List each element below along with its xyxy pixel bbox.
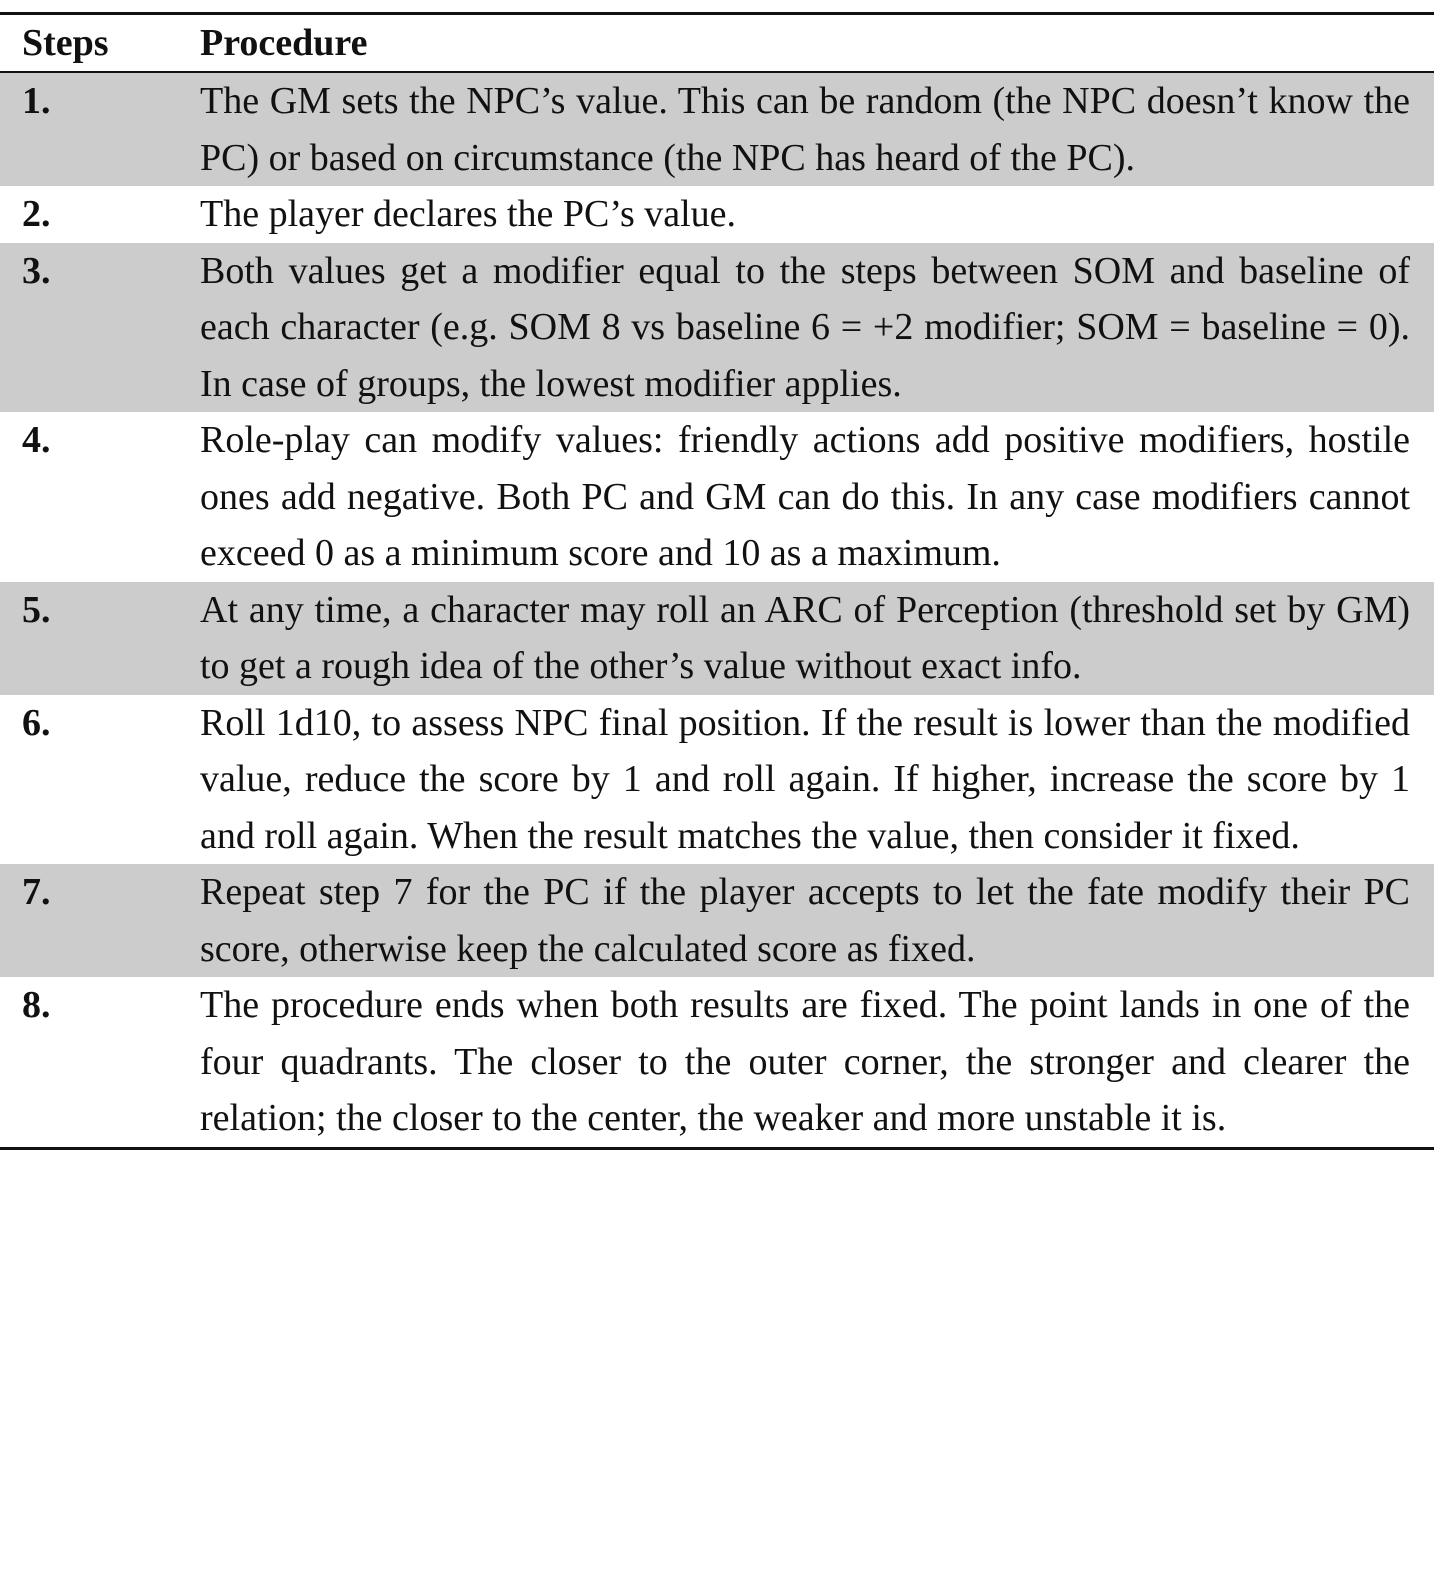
- table-header: [0, 15, 1434, 73]
- step-number: 8.: [22, 984, 51, 1026]
- step-number: 6.: [22, 701, 51, 744]
- table-row: [0, 695, 1434, 865]
- step-number: 1.: [22, 80, 51, 122]
- table-row: [0, 864, 1434, 977]
- step-number: 4.: [22, 419, 51, 461]
- table-row: [0, 582, 1434, 695]
- table-row: [0, 243, 1434, 413]
- step-text: At any time, a character may roll an ARC of Perception (threshold set by GM) to get a rough idea of the other’s value without exact info.: [200, 588, 1410, 687]
- procedure-table: [0, 12, 1434, 1150]
- table-row: [0, 186, 1434, 243]
- step-number: 7.: [22, 871, 51, 913]
- step-number: 2.: [22, 193, 51, 235]
- step-text: Both values get a modifier equal to the steps between SOM and baseline of each character (e.g. SOM 8 vs baseline 6 = +2 modifier; SOM = baseline = 0). In case of groups, the lowest modifier applies.: [200, 249, 1410, 405]
- header-steps: Steps: [22, 22, 109, 64]
- header-procedure: Procedure: [200, 22, 368, 64]
- table-row: [0, 73, 1434, 186]
- step-text: The GM sets the NPC’s value. This can be random (the NPC doesn’t know the PC) or based on circumstance (the NPC has heard of the PC).: [200, 80, 1410, 179]
- step-text: The procedure ends when both results are fixed. The point lands in one of the four quadrants. The closer to the outer corner, the stronger and clearer the relation; the closer to the center, the weaker and more unstable it is.: [200, 984, 1410, 1139]
- table-row: [0, 977, 1434, 1147]
- step-text: Repeat step 7 for the PC if the player accepts to let the fate modify their PC score, otherwise keep the calculated score as fixed.: [200, 871, 1410, 970]
- table-row: [0, 412, 1434, 582]
- step-number: 5.: [22, 588, 51, 631]
- step-text: The player declares the PC’s value.: [200, 193, 737, 235]
- step-text: Roll 1d10, to assess NPC final position. If the result is lower than the modified value, reduce the score by 1 and roll again. If higher, increase the score by 1 and roll again. When the result matches the value, then consider it fixed.: [200, 701, 1410, 857]
- step-number: 3.: [22, 249, 51, 292]
- step-text: Role-play can modify values: friendly actions add positive modifiers, hostile ones add negative. Both PC and GM can do this. In any case modifiers cannot exceed 0 as a minimum score and 10 as a maximum.: [200, 419, 1410, 574]
